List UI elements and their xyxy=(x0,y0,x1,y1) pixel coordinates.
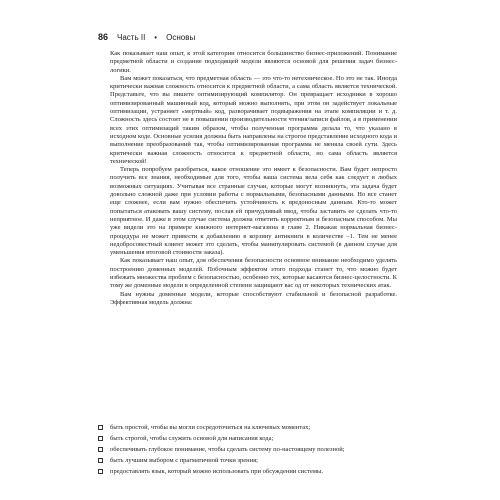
list-item-text: быть строгой, чтобы служить основой для написания кода; xyxy=(110,434,274,442)
page-number: 86 xyxy=(98,32,109,42)
paragraph: Теперь попробуем разобраться, какое отношение это имеет к безопасности. Вам будет непросто получить все знания, необходимые для того, чтобы ваша система вела себя как следует в любых возможных ситуациях. Учитывая все странные случаи, которые могут возникнуть, эта задача будет довольно сложной даже при условии работы с нормальными, безопасными данными. Но все станет еще сложнее, если вам нужно обеспечить устойчивость к вредоносным данным. Кто-то может попытаться атаковать вашу систему, послав ей причудливый ввод, чтобы заставить ее сделать что-то неприятное. И даже в этом случае система должна ответить корректным и безопасным способом. Мы уже видели это на примере книжного интернет-магазина в главе 2. Никакая нормальная бизнес-процедура не может привести к добавлению в корзину антикниги в количестве –1. Тем не менее недобросовестный клиент может это сделать, чтобы манипулировать системой (в данном случае для уменьшения итоговой стоимости заказа). xyxy=(110,166,397,257)
list-item xyxy=(98,424,397,432)
bullet-separator: • xyxy=(154,32,158,42)
checkbox-square-icon xyxy=(98,436,103,441)
list-item xyxy=(98,457,397,465)
checklist xyxy=(98,424,397,479)
running-head xyxy=(98,30,195,44)
checkbox-square-icon xyxy=(98,447,103,452)
list-item-text: быть лучшим выбором с прагматичной точки зрения; xyxy=(110,456,258,464)
paragraph: Вам может показаться, что предметная область — это что-то нетехническое. Но это не так. Иногда критически важная сложность относится к предметной области, а сама область является технической. Представьте, что вы пишете оптимизирующий компилятор. Он превращает исходники в хорошо оптимизированный машинный код, который можно выполнять, при этом он задействует локальные оптимизации, устраняет «мертвый» код, разворачивает подвыражения на этапе компиляции и т. д. Сложность здесь состоит не в повышении производительности чтения/записи файлов, а в применении всех этих оптимизаций таким образом, чтобы полученная программа делала то, что указано в исходном коде. Основные усилия должны быть направлены на строгое представление исходного кода и выполнение преобразований так, чтобы оптимизированная программа не меняла своей сути. Здесь критически важная сложность относится к предметной области, но сама область является технической! xyxy=(110,74,397,165)
paragraph: Как показывает наш опыт, к этой категории относится большинство бизнес-приложений. Понимание предметной области и создание подходящей модели являются основой для решения задач бизнес-логики. xyxy=(110,50,397,74)
paragraph: Как показывает наш опыт, для обеспечения безопасности основное внимание необходимо уделять построению доменных моделей. Побочным эффектом этого подхода станет то, что можно будет избежать множества проблем с безопасностью, особенно тех, которые касаются бизнес-целостности. К тому же доменные модели в определенной степени защищают вас од от некоторых технических атак. xyxy=(110,257,397,290)
checkbox-square-icon xyxy=(98,458,103,463)
list-item-text: быть простой, чтобы вы могли сосредоточиться на ключевых моментах; xyxy=(110,424,311,431)
part-label: Часть II xyxy=(117,32,146,42)
list-item xyxy=(98,468,397,476)
section-label: Основы xyxy=(166,32,196,42)
list-item xyxy=(98,435,397,443)
list-item-text: предоставлять язык, который можно использовать при обсуждении системы. xyxy=(110,467,323,475)
checkbox-square-icon xyxy=(98,469,103,474)
list-item-text: обеспечивать глубокое понимание, чтобы сделать систему по-настоящему полезной; xyxy=(110,445,345,453)
body-text xyxy=(110,50,397,307)
checkbox-square-icon xyxy=(98,425,103,430)
list-item xyxy=(98,446,397,454)
paragraph: Вам нужны доменные модели, которые способствуют стабильной и безопасной разработке. Эффективная модель должна: xyxy=(110,290,397,306)
